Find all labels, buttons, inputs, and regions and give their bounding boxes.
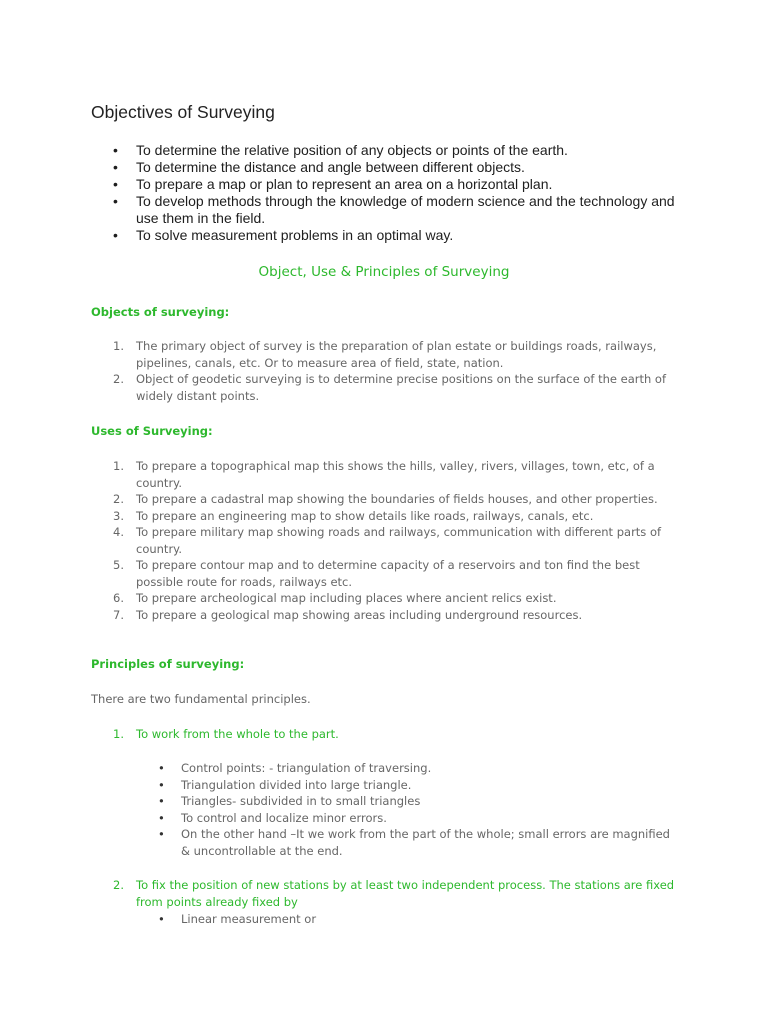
list-item: • To solve measurement problems in an optimal way. bbox=[91, 227, 691, 244]
list-item bbox=[91, 557, 681, 590]
item-number: 6. bbox=[113, 591, 124, 605]
item-text: To prepare military map showing roads and railways, communication with different parts of country. bbox=[136, 525, 662, 556]
list-item bbox=[91, 508, 681, 525]
list-item bbox=[91, 607, 681, 624]
list-item: • On the other hand –It we work from the part of the whole; small errors are magnified & uncontrollable at the end. bbox=[136, 826, 676, 859]
list-item bbox=[91, 338, 681, 371]
item-number: 3. bbox=[113, 508, 124, 523]
uses-list bbox=[91, 458, 681, 623]
item-text: To prepare a topographical map this shows the hills, valley, rivers, villages, town, etc, of a country. bbox=[136, 459, 655, 490]
list-item: • To control and localize minor errors. bbox=[136, 810, 676, 827]
list-item bbox=[91, 371, 681, 404]
list-item: • Triangulation divided into large triangle. bbox=[136, 777, 676, 794]
item-number: 4. bbox=[113, 525, 124, 539]
item-text: To prepare a cadastral map showing the boundaries of fields houses, and other properties. bbox=[136, 492, 658, 506]
item-text: To prepare an engineering map to show details like roads, railways, canals, etc. bbox=[136, 508, 594, 523]
objectives-list bbox=[91, 142, 691, 244]
item-number: 7. bbox=[113, 607, 124, 622]
objects-list bbox=[91, 338, 681, 404]
item-text: To prepare a geological map showing areas including underground resources. bbox=[136, 607, 583, 622]
list-item bbox=[91, 458, 681, 491]
section-title: Object, Use & Principles of Surveying bbox=[258, 264, 510, 280]
item-number: 1. bbox=[113, 459, 124, 473]
item-text: To fix the position of new stations by at least two independent process. The stations are fixed from points already fixed by bbox=[136, 878, 675, 909]
list-item: • Linear measurement or bbox=[136, 911, 676, 928]
list-item: • To prepare a map or plan to represent an area on a horizontal plan. bbox=[91, 176, 691, 193]
list-item bbox=[91, 491, 681, 508]
item-number: 1. bbox=[113, 727, 124, 741]
principle-one-bullets bbox=[136, 760, 676, 859]
principles-heading: Principles of surveying: bbox=[91, 657, 245, 671]
list-item bbox=[91, 590, 681, 607]
list-item: • To determine the relative position of any objects or points of the earth. bbox=[91, 142, 691, 159]
item-text: To prepare contour map and to determine capacity of a reservoirs and ton find the best possible route for roads, railways etc. bbox=[136, 558, 640, 589]
principle-two-bullets bbox=[136, 911, 676, 928]
item-number: 5. bbox=[113, 558, 124, 572]
item-number: 2. bbox=[113, 878, 124, 892]
item-number: 2. bbox=[113, 492, 124, 506]
uses-heading: Uses of Surveying: bbox=[91, 424, 213, 438]
principle-two bbox=[91, 877, 681, 910]
objects-heading: Objects of surveying: bbox=[91, 305, 230, 319]
item-number: 1. bbox=[113, 339, 124, 353]
list-item: • Control points: - triangulation of traversing. bbox=[136, 760, 676, 777]
principles-intro: There are two fundamental principles. bbox=[91, 692, 311, 706]
item-number: 2. bbox=[113, 372, 124, 386]
item-text: To work from the whole to the part. bbox=[136, 727, 339, 741]
item-text: The primary object of survey is the preparation of plan estate or buildings roads, railways, pipelines, canals, etc. Or to measure area of field, state, nation. bbox=[136, 339, 657, 370]
list-item bbox=[91, 524, 681, 557]
list-item: • To determine the distance and angle between different objects. bbox=[91, 159, 691, 176]
principle-one bbox=[91, 726, 681, 743]
list-item: • To develop methods through the knowledge of modern science and the technology and use them in the field. bbox=[91, 193, 691, 227]
item-text: To prepare archeological map including places where ancient relics exist. bbox=[136, 591, 557, 605]
item-text: Object of geodetic surveying is to determine precise positions on the surface of the earth of widely distant points. bbox=[136, 372, 667, 403]
page-title: Objectives of Surveying bbox=[91, 102, 275, 122]
list-item: • Triangles- subdivided in to small triangles bbox=[136, 793, 676, 810]
